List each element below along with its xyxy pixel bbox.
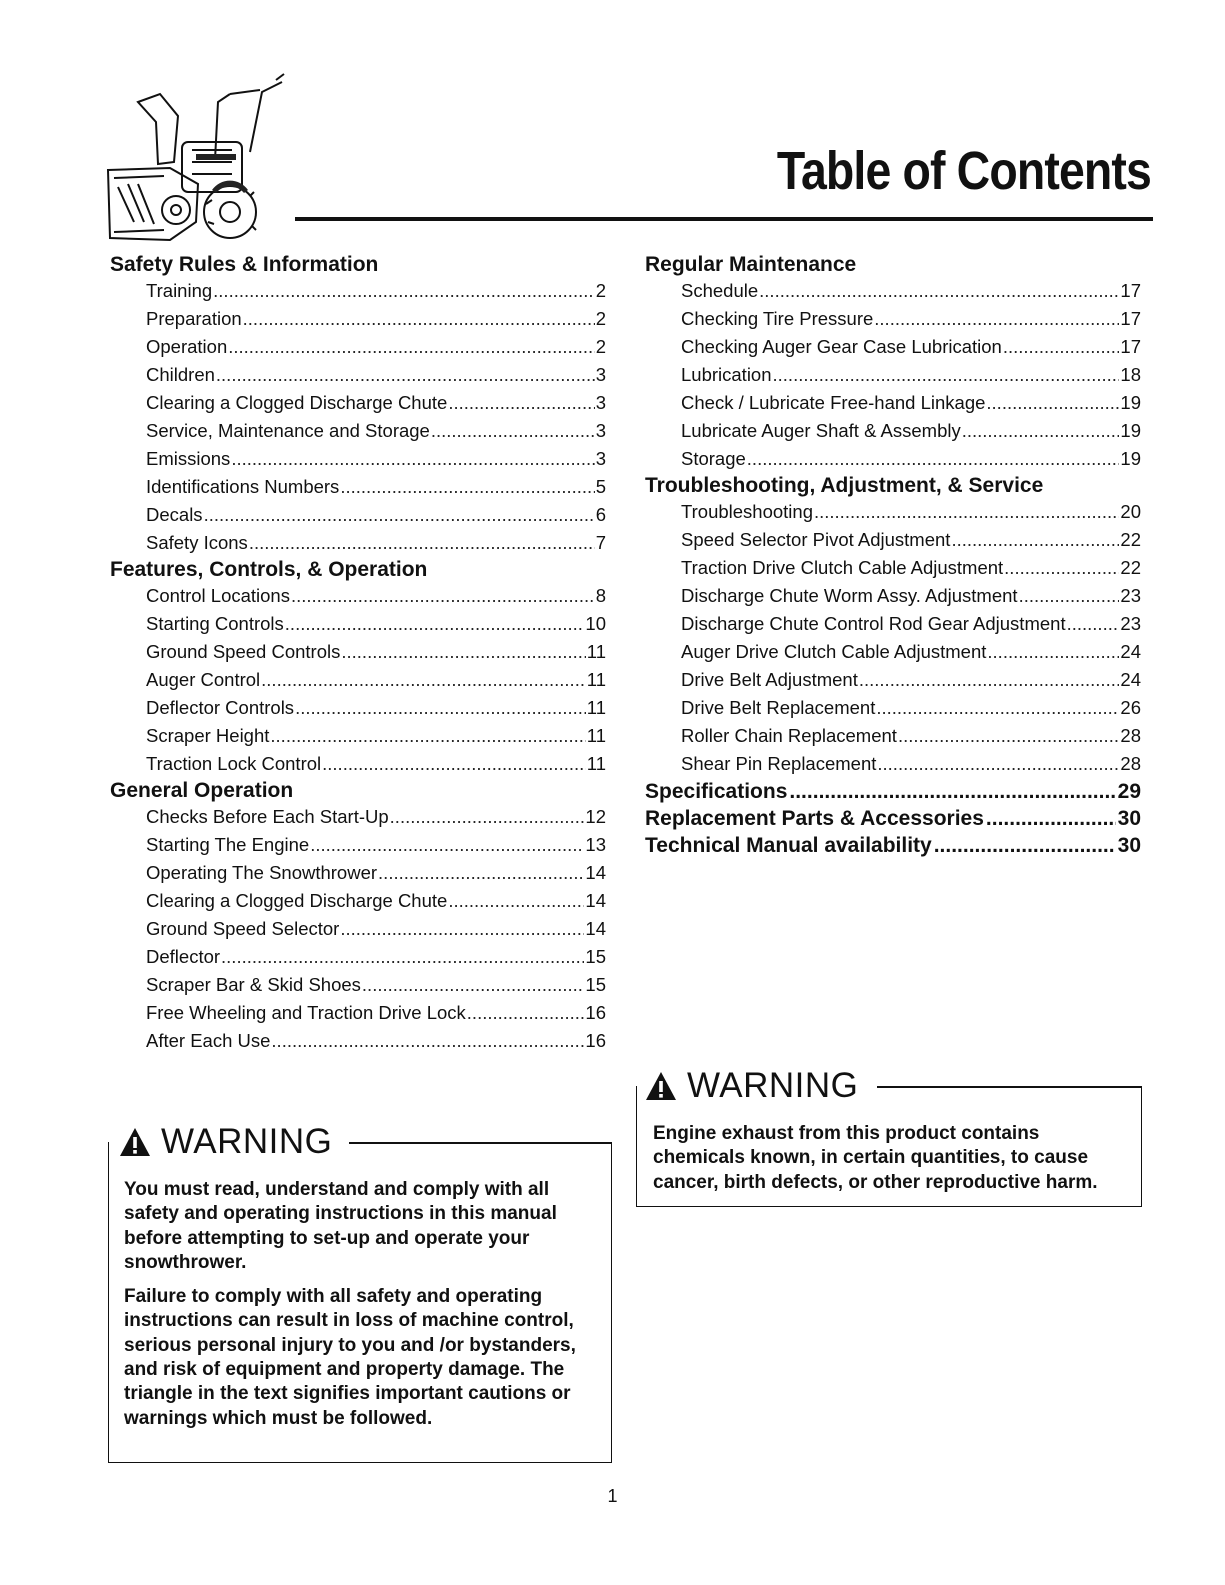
- toc-entry[interactable]: [645, 722, 1141, 750]
- toc-entry-label: Operation: [146, 336, 228, 357]
- toc-entry-page: 24: [1120, 641, 1141, 662]
- toc-entry-page: 14: [585, 918, 606, 939]
- toc-entry-page: 6: [595, 504, 606, 525]
- toc-entry[interactable]: [110, 582, 606, 610]
- toc-entry-label: Control Locations: [146, 585, 290, 606]
- toc-entry-label: Checking Tire Pressure: [681, 308, 874, 329]
- toc-entry[interactable]: [645, 498, 1141, 526]
- snowthrower-illustration: [100, 72, 300, 257]
- toc-entry[interactable]: [645, 582, 1141, 610]
- dot-leader: [341, 638, 585, 666]
- toc-entry[interactable]: [645, 277, 1141, 305]
- toc-entry-page: 28: [1120, 753, 1141, 774]
- dot-leader: [987, 638, 1119, 666]
- toc-entry-page: 19: [1120, 420, 1141, 441]
- toc-entry-label: Deflector: [146, 946, 221, 967]
- toc-entry[interactable]: [645, 417, 1141, 445]
- toc-entry[interactable]: [110, 722, 606, 750]
- dot-leader: [448, 887, 584, 915]
- dot-leader: [747, 445, 1120, 473]
- dot-leader: [789, 778, 1115, 805]
- toc-entry[interactable]: [110, 389, 606, 417]
- toc-entry-page: 11: [586, 641, 606, 662]
- toc-entry[interactable]: [645, 750, 1141, 778]
- dot-leader: [231, 445, 594, 473]
- toc-entry-label: Scraper Bar & Skid Shoes: [146, 974, 361, 995]
- toc-entry-label: Discharge Chute Control Rod Gear Adjustment: [681, 613, 1066, 634]
- toc-entry[interactable]: [645, 554, 1141, 582]
- toc-entry-page: 3: [595, 392, 606, 413]
- dot-leader: [877, 750, 1119, 778]
- warning-triangle-icon: [645, 1071, 677, 1101]
- toc-entry[interactable]: [645, 666, 1141, 694]
- warning-box-border: [349, 1142, 611, 1144]
- dot-leader: [310, 831, 584, 859]
- toc-entry[interactable]: [110, 277, 606, 305]
- toc-entry-page: 3: [595, 448, 606, 469]
- toc-entry-page: 14: [585, 862, 606, 883]
- warning-box-border: [877, 1086, 1141, 1088]
- toc-entry-label: Schedule: [681, 280, 759, 301]
- toc-entry-page: 5: [595, 476, 606, 497]
- dot-leader: [467, 999, 585, 1027]
- toc-entry-page: 17: [1120, 280, 1141, 301]
- toc-entry-label: Troubleshooting: [681, 501, 813, 522]
- toc-major-entry[interactable]: [645, 778, 1141, 805]
- toc-left-column: [110, 252, 606, 1055]
- toc-major-entry[interactable]: [645, 832, 1141, 859]
- toc-entry-label: After Each Use: [146, 1030, 271, 1051]
- toc-entry[interactable]: [110, 803, 606, 831]
- warning-text: [653, 1122, 1133, 1205]
- toc-entry-page: 8: [595, 585, 606, 606]
- toc-entry-label: Service, Maintenance and Storage: [146, 420, 430, 441]
- toc-entry-label: Ground Speed Controls: [146, 641, 341, 662]
- toc-entry[interactable]: [645, 638, 1141, 666]
- toc-entry[interactable]: [645, 610, 1141, 638]
- toc-entry-label: Roller Chain Replacement: [681, 725, 897, 746]
- toc-section-heading[interactable]: Troubleshooting, Adjustment, & Service: [645, 474, 1044, 497]
- toc-entry-label: Training: [146, 280, 213, 301]
- toc-entry[interactable]: [645, 526, 1141, 554]
- dot-leader: [814, 498, 1119, 526]
- toc-entry-page: 11: [586, 725, 606, 746]
- toc-entry-label: Safety Icons: [146, 532, 248, 553]
- toc-entry-label: Ground Speed Selector: [146, 918, 340, 939]
- dot-leader: [362, 971, 585, 999]
- toc-entry-label: Traction Lock Control: [146, 753, 322, 774]
- toc-entry[interactable]: [110, 305, 606, 333]
- dot-leader: [228, 333, 594, 361]
- toc-entry-page: 22: [1120, 557, 1141, 578]
- toc-entry-label: Preparation: [146, 308, 242, 329]
- toc-entry-page: 2: [595, 280, 606, 301]
- toc-entry-label: Check / Lubricate Free-hand Linkage: [681, 392, 986, 413]
- dot-leader: [322, 750, 586, 778]
- toc-entry[interactable]: [645, 305, 1141, 333]
- title-rule: [295, 217, 1153, 221]
- toc-entry-page: 7: [595, 532, 606, 553]
- toc-major-label: Specifications: [645, 780, 788, 803]
- dot-leader: [291, 582, 595, 610]
- toc-entry[interactable]: [110, 333, 606, 361]
- toc-entry-page: 18: [1120, 364, 1141, 385]
- warning-label: WARNING: [687, 1066, 859, 1105]
- warning-paragraph: You must read, understand and comply with all safety and operating instructions in this manual before attempting to set-up and operate your snowthrower.: [124, 1179, 557, 1273]
- toc-entry-label: Identifications Numbers: [146, 476, 340, 497]
- warning-text: [124, 1178, 604, 1441]
- toc-entry-label: Discharge Chute Worm Assy. Adjustment: [681, 585, 1018, 606]
- toc-major-page: 29: [1117, 780, 1141, 803]
- toc-entry-label: Checking Auger Gear Case Lubrication: [681, 336, 1002, 357]
- toc-entry-page: 26: [1120, 697, 1141, 718]
- dot-leader: [934, 832, 1116, 859]
- warning-box-border: [108, 1142, 110, 1152]
- dot-leader: [759, 277, 1119, 305]
- dot-leader: [986, 805, 1116, 832]
- toc-entry-label: Emissions: [146, 448, 231, 469]
- warning-box-safety: [108, 1122, 612, 1463]
- toc-entry-page: 3: [595, 364, 606, 385]
- toc-right-column: [645, 252, 1141, 859]
- toc-entry[interactable]: [110, 694, 606, 722]
- dot-leader: [285, 610, 585, 638]
- toc-entry-label: Storage: [681, 448, 746, 469]
- toc-entry[interactable]: [110, 859, 606, 887]
- toc-entry[interactable]: [110, 750, 606, 778]
- toc-section-heading[interactable]: Safety Rules & Information: [110, 253, 379, 276]
- toc-entry-page: 2: [595, 308, 606, 329]
- dot-leader: [213, 277, 595, 305]
- toc-entry-page: 28: [1120, 725, 1141, 746]
- warning-paragraph: Engine exhaust from this product contains chemicals known, in certain quantities, to cause cancer, birth defects, or other reproductive harm.: [653, 1123, 1098, 1193]
- toc-entry-page: 15: [585, 946, 606, 967]
- toc-entry[interactable]: [645, 694, 1141, 722]
- toc-entry-label: Scraper Height: [146, 725, 270, 746]
- dot-leader: [1003, 333, 1120, 361]
- dot-leader: [951, 526, 1119, 554]
- warning-header: [645, 1066, 866, 1106]
- dot-leader: [216, 361, 595, 389]
- dot-leader: [390, 803, 585, 831]
- toc-entry-page: 17: [1120, 308, 1141, 329]
- toc-entry-page: 2: [595, 336, 606, 357]
- toc-entry-page: 22: [1120, 529, 1141, 550]
- dot-leader: [773, 361, 1120, 389]
- toc-entry-label: Checks Before Each Start-Up: [146, 806, 389, 827]
- toc-entry[interactable]: [110, 999, 606, 1027]
- toc-entry-page: 3: [595, 420, 606, 441]
- toc-entry[interactable]: [645, 445, 1141, 473]
- toc-entry-page: 11: [586, 669, 606, 690]
- toc-entry-label: Clearing a Clogged Discharge Chute: [146, 890, 448, 911]
- toc-entry-label: Clearing a Clogged Discharge Chute: [146, 392, 448, 413]
- dot-leader: [874, 305, 1119, 333]
- toc-section-heading[interactable]: Features, Controls, & Operation: [110, 558, 428, 581]
- dot-leader: [431, 417, 595, 445]
- toc-entry-label: Deflector Controls: [146, 697, 295, 718]
- toc-entry[interactable]: [645, 333, 1141, 361]
- dot-leader: [1019, 582, 1120, 610]
- toc-entry-page: 19: [1120, 448, 1141, 469]
- toc-entry-label: Decals: [146, 504, 203, 525]
- toc-entry-label: Starting Controls: [146, 613, 284, 634]
- warning-box-border: [636, 1086, 638, 1096]
- toc-entry-label: Drive Belt Replacement: [681, 697, 876, 718]
- toc-entry-label: Lubricate Auger Shaft & Assembly: [681, 420, 961, 441]
- toc-entry-page: 11: [586, 697, 606, 718]
- toc-entry-label: Children: [146, 364, 215, 385]
- toc-entry-page: 16: [585, 1002, 606, 1023]
- dot-leader: [1067, 610, 1120, 638]
- toc-section-heading[interactable]: Regular Maintenance: [645, 253, 857, 276]
- dot-leader: [243, 305, 595, 333]
- toc-entry-page: 23: [1120, 585, 1141, 606]
- toc-major-page: 30: [1117, 834, 1141, 857]
- toc-entry-label: Speed Selector Pivot Adjustment: [681, 529, 951, 550]
- dot-leader: [249, 529, 595, 557]
- toc-entry-label: Lubrication: [681, 364, 772, 385]
- warning-box-exhaust: [636, 1066, 1142, 1207]
- dot-leader: [340, 473, 594, 501]
- dot-leader: [859, 666, 1120, 694]
- toc-entry[interactable]: [645, 389, 1141, 417]
- toc-section-heading[interactable]: General Operation: [110, 779, 294, 802]
- dot-leader: [270, 722, 585, 750]
- toc-entry-page: 14: [585, 890, 606, 911]
- toc-entry-label: Drive Belt Adjustment: [681, 669, 858, 690]
- dot-leader: [378, 859, 584, 887]
- toc-entry[interactable]: [110, 1027, 606, 1055]
- toc-major-label: Replacement Parts & Accessories: [645, 807, 984, 830]
- dot-leader: [962, 417, 1120, 445]
- dot-leader: [221, 943, 584, 971]
- toc-entry[interactable]: [110, 915, 606, 943]
- toc-entry[interactable]: [110, 610, 606, 638]
- toc-entry-page: 16: [585, 1030, 606, 1051]
- toc-entry-label: Free Wheeling and Traction Drive Lock: [146, 1002, 466, 1023]
- toc-entry[interactable]: [110, 361, 606, 389]
- dot-leader: [448, 389, 594, 417]
- toc-entry-page: 20: [1120, 501, 1141, 522]
- dot-leader: [986, 389, 1119, 417]
- toc-entry[interactable]: [645, 361, 1141, 389]
- toc-entry[interactable]: [110, 666, 606, 694]
- toc-major-entry[interactable]: [645, 805, 1141, 832]
- toc-entry[interactable]: [110, 831, 606, 859]
- toc-entry[interactable]: [110, 445, 606, 473]
- warning-triangle-icon: [119, 1127, 151, 1157]
- warning-label: WARNING: [161, 1122, 333, 1161]
- toc-entry-label: Starting The Engine: [146, 834, 310, 855]
- toc-entry[interactable]: [110, 943, 606, 971]
- toc-entry-page: 17: [1120, 336, 1141, 357]
- toc-entry-label: Shear Pin Replacement: [681, 753, 877, 774]
- dot-leader: [898, 722, 1119, 750]
- toc-entry-label: Auger Control: [146, 669, 261, 690]
- toc-entry-page: 11: [586, 753, 606, 774]
- toc-entry[interactable]: [110, 971, 606, 999]
- toc-entry-page: 23: [1120, 613, 1141, 634]
- toc-entry[interactable]: [110, 887, 606, 915]
- toc-major-page: 30: [1117, 807, 1141, 830]
- toc-entry-page: 12: [585, 806, 606, 827]
- page-title: Table of Contents: [776, 141, 1151, 201]
- toc-entry[interactable]: [110, 473, 606, 501]
- dot-leader: [295, 694, 586, 722]
- toc-entry-label: Traction Drive Clutch Cable Adjustment: [681, 557, 1004, 578]
- toc-entry-label: Operating The Snowthrower: [146, 862, 378, 883]
- toc-entry-page: 24: [1120, 669, 1141, 690]
- toc-entry[interactable]: [110, 417, 606, 445]
- dot-leader: [271, 1027, 584, 1055]
- toc-entry[interactable]: [110, 501, 606, 529]
- toc-major-label: Technical Manual availability: [645, 834, 932, 857]
- dot-leader: [204, 501, 595, 529]
- dot-leader: [261, 666, 586, 694]
- toc-entry[interactable]: [110, 529, 606, 557]
- toc-entry[interactable]: [110, 638, 606, 666]
- toc-entry-page: 10: [585, 613, 606, 634]
- dot-leader: [876, 694, 1119, 722]
- warning-header: [119, 1122, 340, 1162]
- toc-entry-page: 19: [1120, 392, 1141, 413]
- toc-entry-page: 15: [585, 974, 606, 995]
- warning-paragraph: Failure to comply with all safety and operating instructions can result in loss of machine control, serious personal injury to you and /or bystanders, and risk of equipment and property damage. The triangle in the text signifies important cautions or warnings which must be followed.: [124, 1286, 576, 1429]
- toc-entry-label: Auger Drive Clutch Cable Adjustment: [681, 641, 987, 662]
- dot-leader: [340, 915, 584, 943]
- dot-leader: [1004, 554, 1119, 582]
- page-number: 1: [607, 1486, 618, 1506]
- toc-entry-page: 13: [585, 834, 606, 855]
